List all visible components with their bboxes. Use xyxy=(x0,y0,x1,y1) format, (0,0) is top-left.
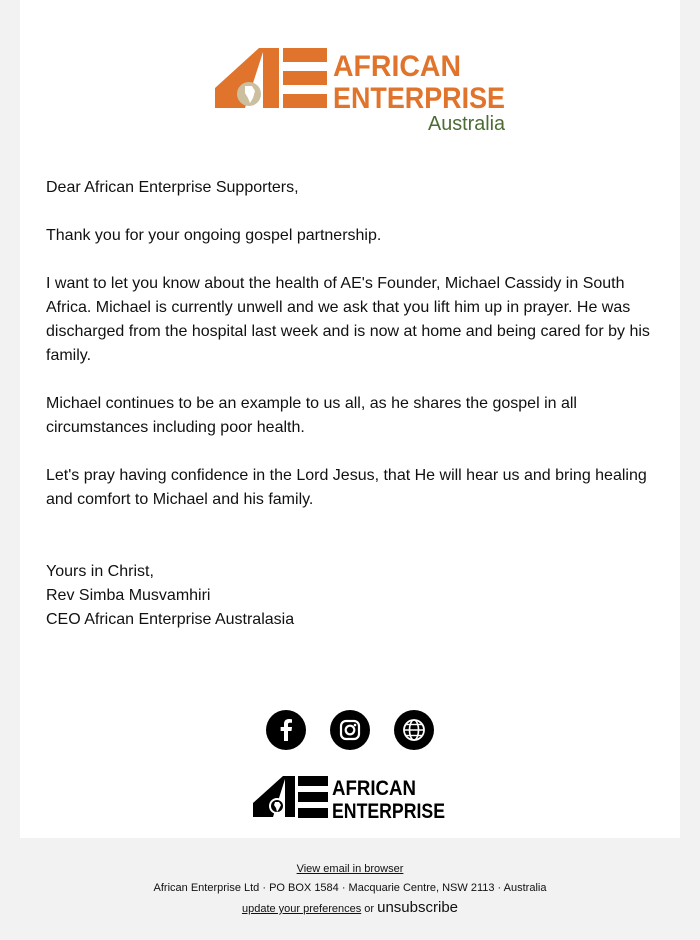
paragraph-2: I want to let you know about the health of AE's Founder, Michael Cassidy in South Africa. Michael is currently unwell and we ask that you lift him up in prayer. He was discharged from the hospital last week and is now at home and being cared for by his family. xyxy=(46,275,650,364)
instagram-icon xyxy=(330,710,370,750)
instagram-link[interactable] xyxy=(330,710,370,750)
african-enterprise-logo-footer xyxy=(253,773,453,821)
signature xyxy=(46,560,294,632)
paragraph-3: Michael continues to be an example to us all, as he shares the gospel in all circumstances including poor health. xyxy=(46,395,577,436)
facebook-link[interactable] xyxy=(266,710,306,750)
footer-logo-line1: AFRICAN xyxy=(332,777,416,800)
signature-closing: Yours in Christ, xyxy=(46,563,154,580)
email-footer xyxy=(0,860,700,919)
greeting: Dear African Enterprise Supporters, xyxy=(46,179,299,196)
signature-title: CEO African Enterprise Australasia xyxy=(46,611,295,628)
email-card xyxy=(20,0,680,838)
unsubscribe-link[interactable]: unsubscribe xyxy=(377,899,459,916)
social-links xyxy=(266,710,434,750)
paragraph-4: Let's pray having confidence in the Lord Jesus, that He will hear us and bring healing and comfort to Michael and his family. xyxy=(46,467,647,508)
logo-line2: ENTERPRISE xyxy=(333,82,505,115)
website-link[interactable] xyxy=(394,710,434,750)
footer-address: African Enterprise Ltd · PO BOX 1584 · Macquarie Centre, NSW 2113 · Australia xyxy=(153,882,547,894)
view-in-browser-link[interactable]: View email in browser xyxy=(296,863,404,875)
letter-body xyxy=(46,176,658,536)
globe-icon xyxy=(394,710,434,750)
facebook-icon xyxy=(266,710,306,750)
update-preferences-link[interactable]: update your preferences xyxy=(241,903,362,915)
footer-or: or xyxy=(364,903,375,915)
paragraph-1: Thank you for your ongoing gospel partnership. xyxy=(46,227,382,244)
african-enterprise-australia-logo xyxy=(215,44,515,136)
footer-logo-line2: ENTERPRISE xyxy=(332,800,445,821)
signature-name: Rev Simba Musvamhiri xyxy=(46,587,211,604)
logo-subtitle: Australia xyxy=(428,113,506,135)
logo-line1: AFRICAN xyxy=(333,50,461,83)
